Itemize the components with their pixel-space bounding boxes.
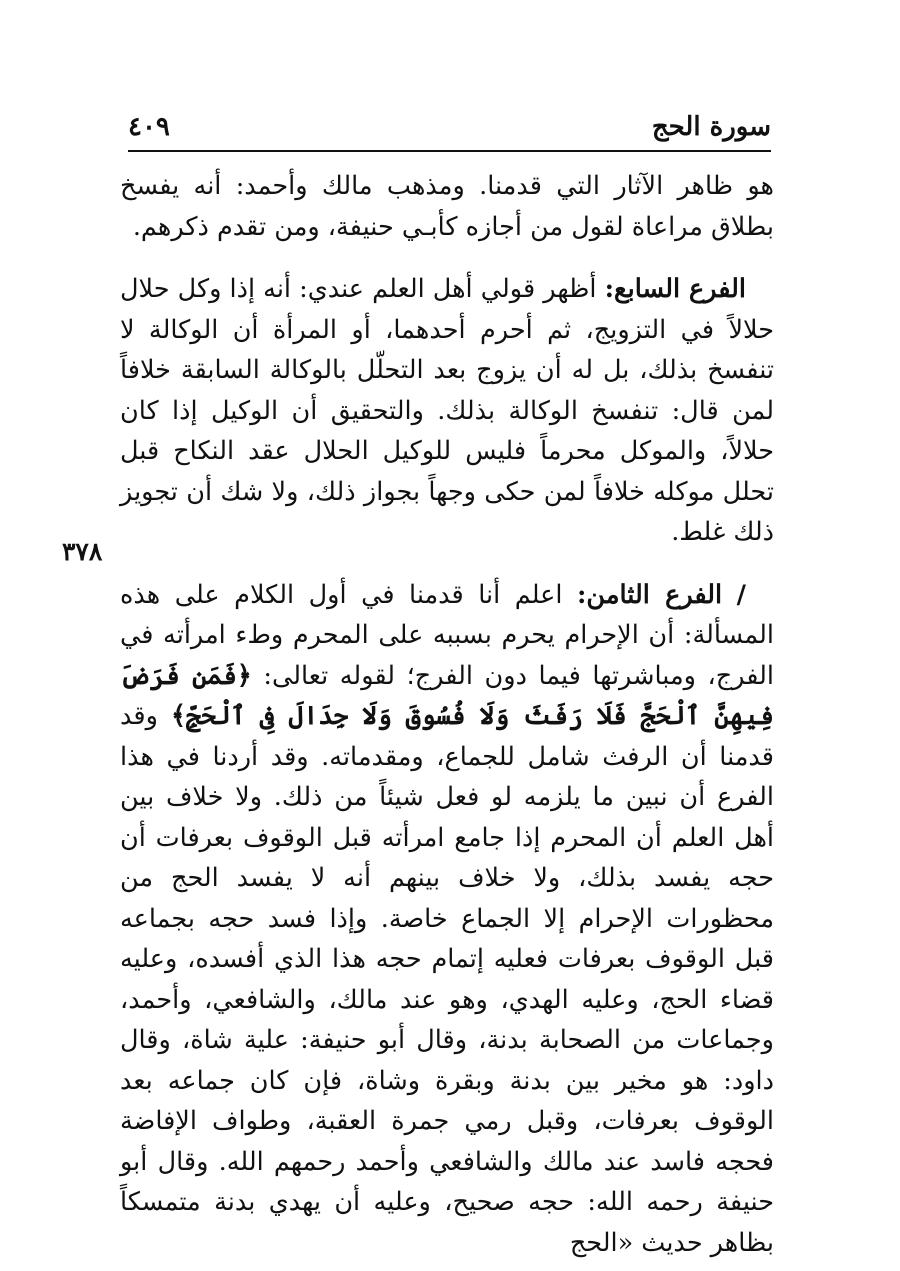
quran-verse: ﴿فَمَن فَرَضَ فِيهِنَّ ٱلْحَجَّ فَلَا رَفَثَ وَلَا فُسُوقَ وَلَا جِدَالَ فِى ٱلْحَجِّ﴾ <box>120 660 774 731</box>
slash-mark: / <box>736 579 746 610</box>
page-header <box>128 108 771 148</box>
surah-title: سورة الحج <box>651 112 771 142</box>
paragraph-seventh-branch <box>120 269 774 553</box>
section-heading: الفرع السابع: <box>604 274 746 304</box>
paragraph-continuation: هو ظاهر الآثار التي قدمنا. ومذهب مالك وأحمد: أنه يفسخ بطلاق مراعاة لقول من أجازه كأبـي حنيفة، ومن تقدم ذكرهم. <box>120 171 774 242</box>
paragraph-text-continued: وقد قدمنا أن الرفث شامل للجماع، ومقدماته. وقد أردنا في هذا الفرع أن نبين ما يلزمه لو فعل شيئاً من ذلك. ولا خلاف بين أهل العلم أن المحرم إذا جامع امرأته قبل الوقوف بعرفات أن حجه يفسد بذلك، ولا خلاف بينهم أنه لا يفسد الحج من محظورات الإحرام إلا الجماع خاصة. وإذا فسد حجه بجماعه قبل الوقوف بعرفات فعليه إتمام حجه هذا الذي أفسده، وعليه قضاء الحج، وعليه الهدي، وهو عند مالك، والشافعي، وأحمد، وجماعات من الصحابة بدنة، وقال أبو حنيفة: علية شاة، وقال داود: هو مخير بين بدنة وبقرة وشاة، فإن كان جماعه بعد الوقوف بعرفات، وقبل رمي جمرة العقبة، وطواف الإفاضة فحجه فاسد عند مالك والشافعي وأحمد رحمهم الله. وقال أبو حنيفة رحمه الله: حجه صحيح، وعليه أن يهدي بدنة متمسكاً بظاهر حديث «الحج <box>120 701 774 1258</box>
section-heading: الفرع الثامن: <box>577 579 723 610</box>
margin-page-number: ٣٧٨ <box>62 537 103 566</box>
paragraph-text: أظهر قولي أهل العلم عندي: أنه إذا وكل حلال حلالاً في التزويج، ثم أحرم أحدهما، أو المرأة أن الوكالة لا تنفسخ بذلك، بل له أن يزوج بعد التحلّل بالوكالة السابقة خلافاً لمن قال: تنفسخ الوكالة بذلك. والتحقيق أن الوكيل إذا كان حلالاً، والموكل محرماً فليس للوكيل الحلال عقد النكاح قبل تحلل موكله خلافاً لمن حكى وجهاً بجواز ذلك، ولا شك أن تجويز ذلك غلط. <box>120 274 774 547</box>
header-divider <box>128 150 771 152</box>
paragraph-eighth-branch <box>120 575 774 1264</box>
page-number: ٤٠٩ <box>128 112 170 142</box>
page-body <box>120 166 774 1263</box>
paragraph-text: اعلم أنا قدمنا في أول الكلام على هذه المسألة: أن الإحرام يحرم بسببه على المحرم وطء امرأته في الفرج، ومباشرتها فيما دون الفرج؛ لقوله تعالى: <box>120 579 774 691</box>
